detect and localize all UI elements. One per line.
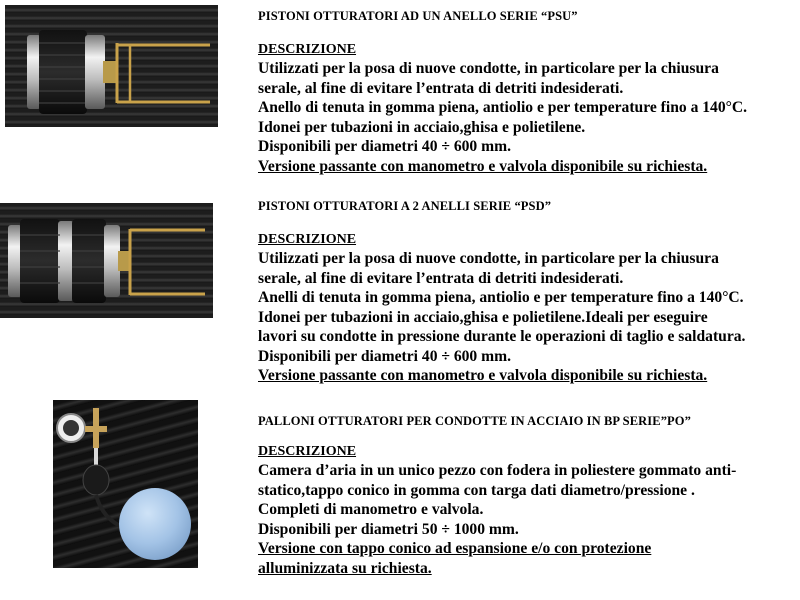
description-line: serale, al fine di evitare l’entrata di detriti indesiderati.	[258, 79, 624, 97]
section-title: PISTONI OTTURATORI A 2 ANELLI SERIE “PSD”	[258, 199, 552, 213]
piston-plug-double-ring-image	[0, 203, 213, 318]
section-title: PISTONI OTTURATORI AD UN ANELLO SERIE “PSU”	[258, 9, 578, 23]
description-line: Anello di tenuta in gomma piena, antiolio e per temperature fino a 140°C.	[258, 99, 748, 116]
description-line: Idonei per tubazioni in acciaio,ghisa e polietilene.	[258, 118, 586, 136]
description-line: lavori su condotte in pressione durante le operazioni di taglio e saldatura.	[258, 328, 746, 345]
product-photo-psd	[0, 203, 213, 318]
description-label: DESCRIZIONE	[258, 444, 357, 459]
product-photo-psu	[5, 5, 218, 127]
description-line: statico,tappo conico in gomma con targa dati diametro/pressione .	[258, 481, 695, 499]
availability-note: Versione passante con manometro e valvola disponibile su richiesta.	[258, 157, 708, 175]
description-label: DESCRIZIONE	[258, 42, 357, 57]
balloon-plug-image	[53, 400, 198, 568]
description-line: Disponibili per diametri 40 ÷ 600 mm.	[258, 347, 512, 365]
description-line: Idonei per tubazioni in acciaio,ghisa e polietilene.Ideali per eseguire	[258, 308, 708, 326]
description-line: Camera d’aria in un unico pezzo con fodera in poliestere gommato anti-	[258, 462, 737, 479]
product-photo-po	[53, 400, 198, 568]
section-title: PALLONI OTTURATORI PER CONDOTTE IN ACCIAIO IN BP SERIE”PO”	[258, 414, 691, 428]
availability-note: Versione passante con manometro e valvola disponibile su richiesta.	[258, 367, 708, 384]
description-line: Utilizzati per la posa di nuove condotte, in particolare per la chiusura	[258, 250, 719, 267]
description-line: Anelli di tenuta in gomma piena, antiolio e per temperature fino a 140°C.	[258, 289, 744, 306]
availability-note: Versione con tappo conico ad espansione e/o con protezione	[258, 540, 652, 557]
availability-note: alluminizzata su richiesta.	[258, 559, 432, 577]
section-po	[258, 414, 798, 578]
description-line: Utilizzati per la posa di nuove condotte, in particolare per la chiusura	[258, 60, 719, 77]
description-line: serale, al fine di evitare l’entrata di detriti indesiderati.	[258, 269, 624, 287]
description-label: DESCRIZIONE	[258, 232, 357, 247]
piston-plug-single-ring-image	[5, 5, 218, 127]
description-line: Completi di manometro e valvola.	[258, 501, 484, 518]
section-psd	[258, 199, 798, 386]
description-line: Disponibili per diametri 50 ÷ 1000 mm.	[258, 520, 519, 538]
section-psu	[258, 9, 798, 176]
description-line: Disponibili per diametri 40 ÷ 600 mm.	[258, 138, 512, 155]
